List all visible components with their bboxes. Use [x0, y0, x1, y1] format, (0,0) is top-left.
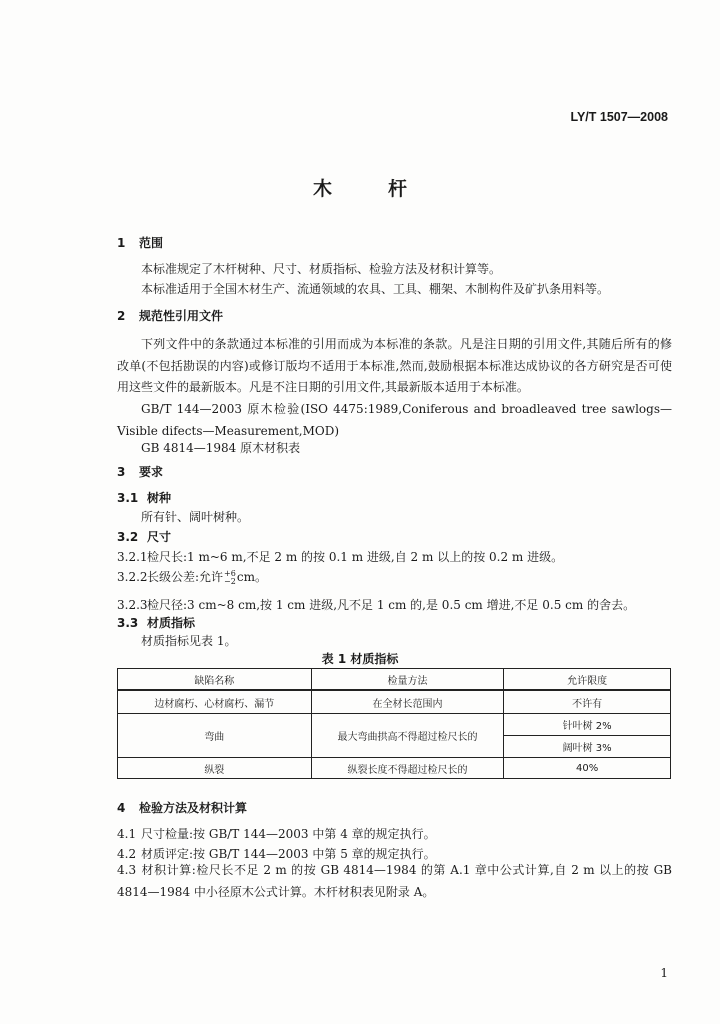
section-2-heading: 2 规范性引用文件	[117, 309, 224, 323]
section-3-2-3: 3.2.3检尺径:3 cm~8 cm,按 1 cm 进级,凡不足 1 cm 的,是 0.5 cm 增进,不足 0.5 cm 的舍去。	[117, 598, 636, 612]
section-3-2-heading: 3.2 尺寸	[117, 530, 172, 544]
table-1-caption: 表 1 材质指标	[321, 652, 399, 666]
section-3-1-heading: 3.1 树种	[117, 491, 172, 505]
table-header-limit: 允许限度	[504, 669, 671, 691]
table-header-row	[118, 669, 671, 691]
section-1-heading: 1 范围	[117, 236, 164, 250]
document-title: 木杆	[312, 178, 463, 200]
section-1-para-2: 本标准适用于全国木材生产、流通领域的农具、工具、棚架、木制构件及矿扒条用料等。	[141, 282, 610, 296]
page-number: 1	[660, 966, 668, 980]
table-header-method: 检量方法	[311, 669, 504, 691]
table-row: 弯曲 最大弯曲拱高不得超过检尺长的 针叶树 2%	[118, 714, 671, 736]
section-3-3-heading: 3.3 材质指标	[117, 616, 196, 630]
table-row: 纵裂 纵裂长度不得超过检尺长的 40%	[118, 758, 671, 779]
table-header-defect: 缺陷名称	[118, 669, 312, 691]
section-2-intro: 下列文件中的条款通过本标准的引用而成为本标准的条款。凡是注日期的引用文件,其随后所有的修改单(不包括勘误的内容)或修订版均不适用于本标准,然而,鼓励根据本标准达成协议的各方研究是否可使用这些文件的最新版本。凡是不注日期的引用文件,其最新版本适用于本标准。	[117, 337, 672, 394]
section-3-1-text: 所有针、阔叶树种。	[141, 510, 250, 524]
section-4-1: 4.1 尺寸检量:按 GB/T 144—2003 中第 4 章的规定执行。	[117, 827, 436, 841]
section-4-3: 4.3 材积计算:检尺长不足 2 m 的按 GB 4814—1984 的第 A.1 章中公式计算,自 2 m 以上的按 GB 4814—1984 中小径原木公式计算。木杆材积表见附录 A。	[117, 863, 672, 899]
section-3-heading: 3 要求	[117, 465, 164, 479]
length-tolerance-fraction: +6 −2	[224, 568, 236, 586]
reference-gbt144: GB/T 144—2003 原木检验(ISO 4475:1989,Coniferous and broadleaved tree sawlogs—Visible difects—Measurement,MOD)	[117, 402, 672, 438]
section-3-2-2: 3.2.2长级公差:允许 +6 −2 cm。	[117, 568, 267, 586]
section-4-heading: 4 检验方法及材积计算	[117, 801, 248, 815]
section-3-3-text: 材质指标见表 1。	[141, 634, 237, 648]
section-1-para-1: 本标准规定了木杆树种、尺寸、材质指标、检验方法及材积计算等。	[141, 262, 502, 276]
standard-code: LY/T 1507—2008	[570, 110, 668, 124]
section-4-2: 4.2 材质评定:按 GB/T 144—2003 中第 5 章的规定执行。	[117, 847, 436, 861]
material-quality-table	[117, 668, 671, 779]
section-3-2-1: 3.2.1检尺长:1 m~6 m,不足 2 m 的按 0.1 m 进级,自 2 m 以上的按 0.2 m 进级。	[117, 550, 564, 564]
table-row: 边材腐朽、心材腐朽、漏节 在全材长范围内 不许有	[118, 690, 671, 714]
reference-gb4814: GB 4814—1984 原木材积表	[141, 441, 301, 455]
table-row: 阔叶树 3%	[118, 736, 671, 758]
